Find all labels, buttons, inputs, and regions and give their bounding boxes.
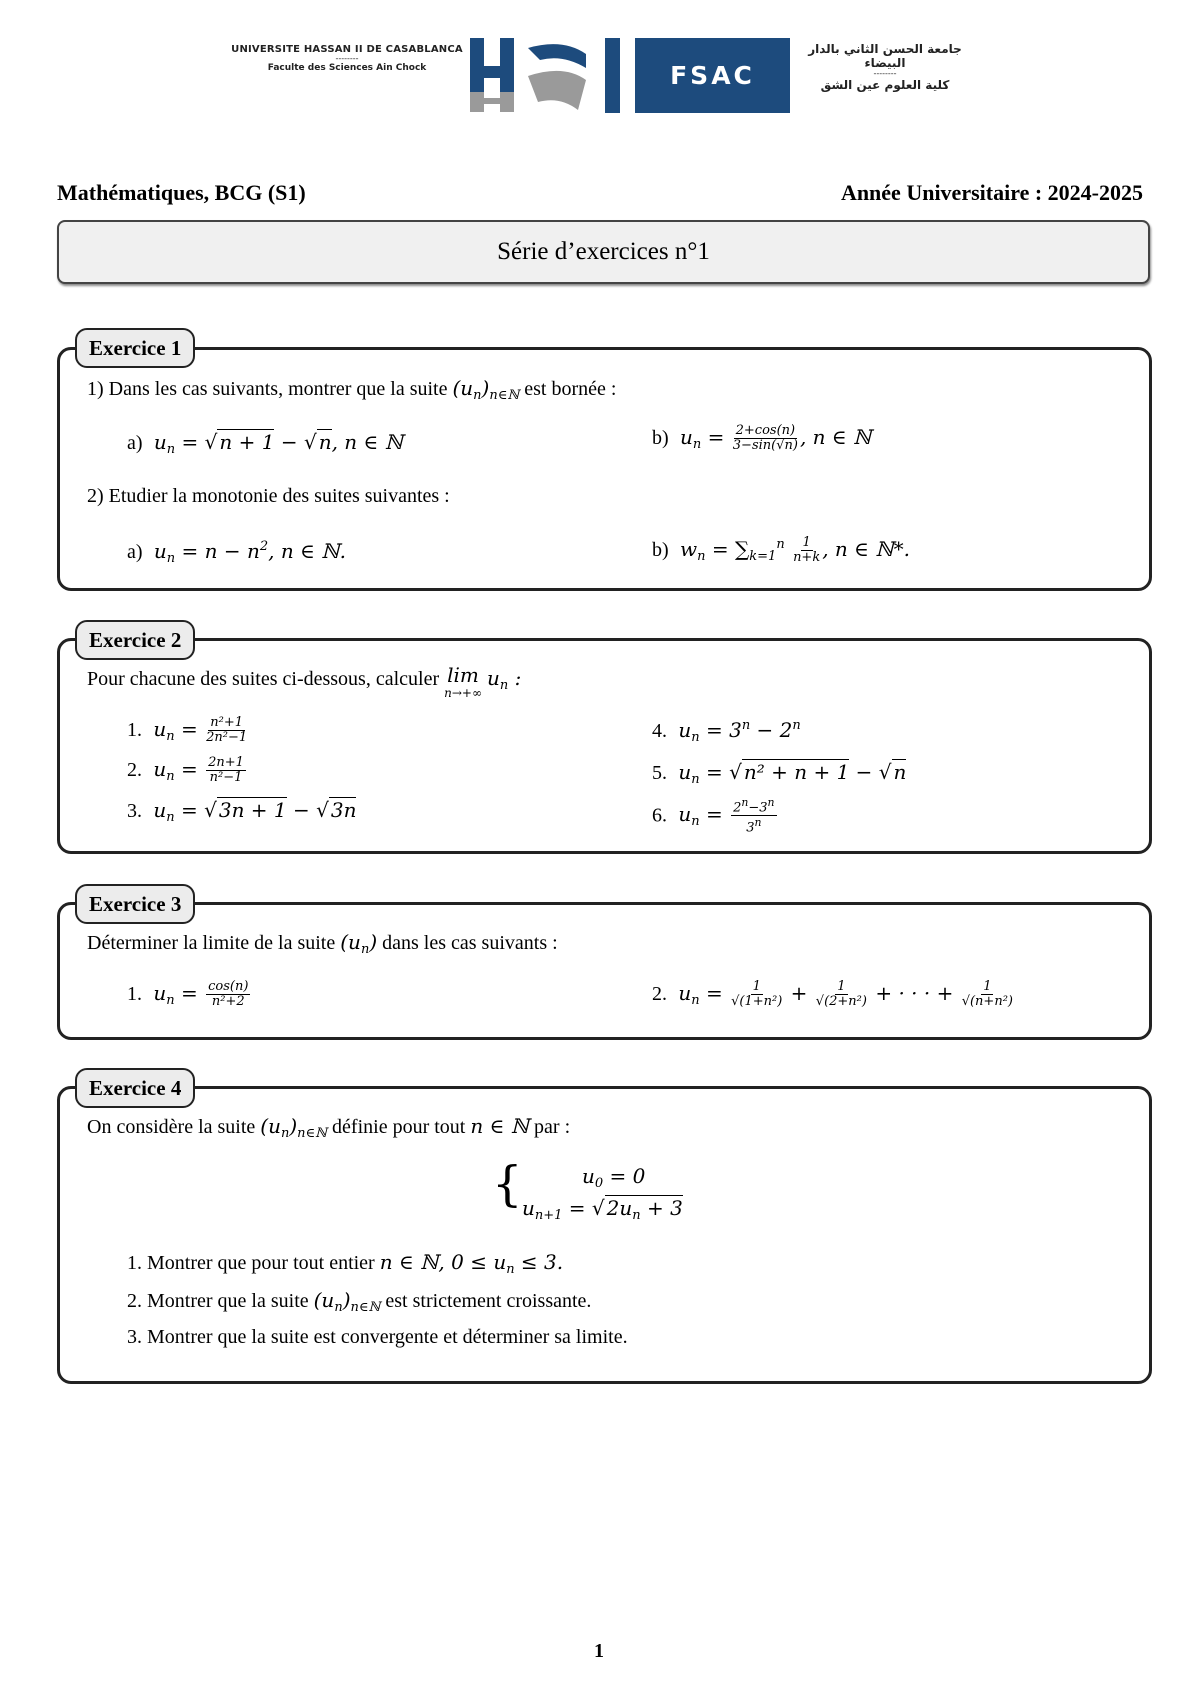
university-monogram-logo bbox=[468, 36, 598, 116]
series-title bbox=[57, 220, 1150, 284]
ex4-q2-text: Montrer que la suite bbox=[147, 1290, 309, 1312]
ex1-q1-text: 1) Dans les cas suivants, montrer que la suite bbox=[87, 378, 448, 400]
item-number: 1. bbox=[127, 1252, 142, 1274]
ex4-intro-mid: définie pour tout bbox=[332, 1116, 466, 1138]
ex1-q2-b: b) $w_n = \sum_{k=1}^n$ $\frac{1}{n+k}$ , n ∈ ℕ*. bbox=[652, 535, 910, 565]
item-number: 6. bbox=[652, 804, 667, 827]
header-separator-ar: -------- bbox=[873, 69, 897, 78]
ex2-item-1: 1. $u_n$ = $\frac{\text{n²+1}}{\text{2n²−1}}$ bbox=[127, 715, 248, 745]
item-label: b) bbox=[652, 539, 669, 561]
university-header-fr bbox=[228, 44, 466, 73]
ex1-q1: 1) Dans les cas suivants, montrer que la suite $(u_n)_{n\in ℕ}$ est bornée : bbox=[87, 376, 617, 403]
item-number: 2. bbox=[127, 1290, 142, 1312]
exercise-1-tab: Exercice 1 bbox=[75, 328, 195, 368]
faculty-name-ar: كلية العلوم عين الشق bbox=[820, 78, 950, 92]
fsac-logo: FSAC bbox=[635, 38, 790, 113]
series-title-text: Série d’exercices n°1 bbox=[497, 238, 710, 265]
ex3-item-1: 1. $u_n$ = $\frac{\cos(n)}{\text{n²+2}}$ bbox=[127, 979, 249, 1009]
exercise-4-tab: Exercice 4 bbox=[75, 1068, 195, 1108]
ex1-q2-a: a) $u_n = n - n^2$, n ∈ ℕ. bbox=[127, 539, 346, 566]
university-header-ar bbox=[790, 42, 980, 92]
logo-divider bbox=[605, 38, 620, 113]
item-number: 2. bbox=[127, 759, 142, 781]
ex1-q1-end: est bornée : bbox=[524, 378, 617, 400]
item-number: 2. bbox=[652, 983, 667, 1005]
ex2-item-6: 6. $u_n$ = $\frac{2^n-3^n}{3^n}$ bbox=[652, 796, 775, 836]
ex1-q1-a: a) $u_n$ = √ n + 1 − √ n, n ∈ ℕ bbox=[127, 430, 403, 457]
item-number: 3. bbox=[127, 800, 142, 822]
header-separator-fr: -------- bbox=[335, 54, 359, 63]
faculty-name-fr: Faculte des Sciences Ain Chock bbox=[267, 63, 427, 73]
item-number: 5. bbox=[652, 762, 667, 784]
item-number: 1. bbox=[127, 983, 142, 1005]
ex4-intro-text: On considère la suite bbox=[87, 1116, 256, 1138]
ex2-intro: Pour chacune des suites ci-dessous, calculer lim n→+∞ $u_n$ : bbox=[87, 663, 522, 700]
item-label: b) bbox=[652, 427, 669, 449]
page-number: 1 bbox=[594, 1640, 604, 1662]
ex3-intro-end: dans les cas suivants : bbox=[382, 932, 558, 954]
ex3-item-2: 2. $u_n$ = $\frac{1}{\text{√(1+n²)}}$ + $\frac{1}{\text{√(2+n²)}}$ + · · · + $\frac{1}{\text{√(n+n²)}}$ bbox=[652, 979, 1013, 1009]
exercise-2-tab: Exercice 2 bbox=[75, 620, 195, 660]
ex3-intro-text: Déterminer la limite de la suite bbox=[87, 932, 336, 954]
item-number: 4. bbox=[652, 720, 667, 742]
item-label: a) bbox=[127, 541, 143, 563]
university-name-ar: جامعة الحسن الثاني بالدار البيضاء bbox=[808, 42, 962, 70]
exercise-3-box bbox=[57, 902, 1152, 1040]
ex2-item-2: 2. $u_n$ = $\frac{2n+1}{\text{n²−1}}$ bbox=[127, 755, 244, 785]
ex4-q3 bbox=[127, 1326, 628, 1349]
ex2-item-4: 4. $u_n = 3^n - 2^n$ bbox=[652, 718, 801, 745]
ex4-q1: 1. Montrer que pour tout entier n ∈ ℕ, $0 \le u_n \le 3$. bbox=[127, 1250, 564, 1277]
ex4-intro: On considère la suite $(u_n)_{n\in ℕ}$ définie pour tout n ∈ ℕ par : bbox=[87, 1114, 571, 1141]
item-number: 3. bbox=[127, 1326, 142, 1348]
ex1-q2: 2) Etudier la monotonie des suites suivantes : bbox=[87, 485, 450, 507]
ex2-item-5: 5. $u_n$ = √ n² + n + 1 − √ n bbox=[652, 760, 907, 787]
university-name-fr: UNIVERSITE HASSAN II DE CASABLANCA bbox=[231, 44, 463, 55]
course-label: Mathématiques, BCG (S1) bbox=[57, 180, 306, 205]
academic-year: Année Universitaire : 2024-2025 bbox=[840, 180, 1143, 205]
ex3-intro: Déterminer la limite de la suite $(u_n)$ dans les cas suivants : bbox=[87, 930, 558, 957]
ex2-item-3: 3. $u_n$ = √ 3n + 1 − √ 3n bbox=[127, 798, 357, 825]
exercise-3-tab: Exercice 3 bbox=[75, 884, 195, 924]
ex4-q2: 2. Montrer que la suite $(u_n)_{n\in ℕ}$ est strictement croissante. bbox=[127, 1288, 592, 1315]
item-number: 1. bbox=[127, 719, 142, 741]
ex4-intro-end: par : bbox=[534, 1116, 571, 1138]
item-label: a) bbox=[127, 432, 143, 454]
ex4-q1-text: Montrer que pour tout entier bbox=[147, 1252, 375, 1274]
ex4-q3-text: Montrer que la suite est convergente et déterminer sa limite. bbox=[147, 1326, 628, 1348]
ex2-intro-text: Pour chacune des suites ci-dessous, calculer bbox=[87, 668, 440, 690]
ex4-q2-end: est strictement croissante. bbox=[385, 1290, 592, 1312]
ex1-q1-b: b) $u_n$ = $\frac{2+\cos(n)}{3-\sin(√n)}$ , n ∈ ℕ bbox=[652, 423, 872, 453]
